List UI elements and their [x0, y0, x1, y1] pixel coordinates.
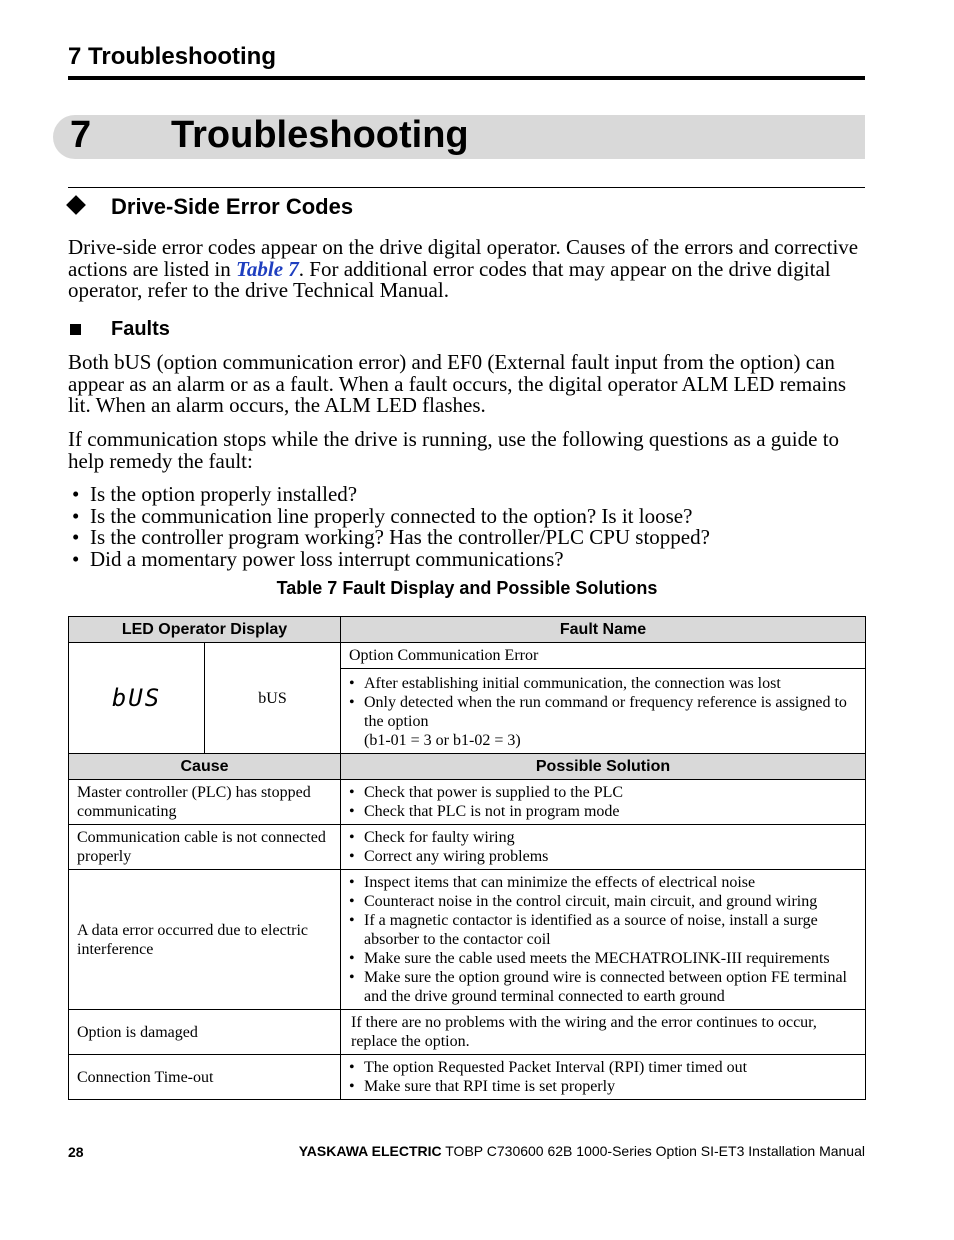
section-rule — [68, 187, 865, 188]
table-row — [69, 870, 866, 1010]
cause-text: Communication cable is not connected properly — [77, 829, 326, 865]
footer-manual: TOBP C730600 62B 1000-Series Option SI-ET3 Installation Manual — [441, 1143, 865, 1159]
footer-manual-title — [299, 1143, 865, 1159]
lcd-display: bUS — [111, 684, 162, 712]
fault-name-cell — [341, 643, 866, 669]
list-item: • Inspect items that can minimize the effects of electrical noise — [349, 873, 857, 892]
fault-note: (b1-01 = 3 or b1-02 = 3) — [364, 732, 521, 749]
solution-text: If there are no problems with the wiring and the error continues to occur, replace the option. — [351, 1014, 817, 1050]
chapter-number: 7 — [70, 114, 92, 156]
list-item: • The option Requested Packet Interval (RPI) timer timed out — [349, 1058, 857, 1077]
list-item: • Only detected when the run command or frequency reference is assigned to the option — [349, 693, 857, 731]
list-item: • Did a momentary power loss interrupt communications? — [68, 549, 710, 571]
list-item: • Make sure the option ground wire is connected between option FE terminal and the drive ground terminal connected to earth ground — [349, 968, 857, 1006]
list-item: • After establishing initial communication, the connection was lost — [349, 674, 857, 693]
faults-paragraph: Both bUS (option communication error) and EF0 (External fault input from the option) can appear as an alarm or as a fault. When a fault occurs, the digital operator ALM LED remains lit. When an alarm occurs, the ALM LED flashes. — [68, 350, 847, 418]
intro-text-cont: . For additional error codes that may appear on the drive digital operator, refer to the drive Technical Manual. — [68, 256, 831, 303]
list-item: • Correct any wiring problems — [349, 847, 857, 866]
list-item: • Make sure that RPI time is set properly — [349, 1077, 857, 1096]
page-number: 28 — [68, 1144, 84, 1160]
list-item: • Make sure the cable used meets the MECHATROLINK-III requirements — [349, 949, 857, 968]
diamond-bullet-icon — [66, 195, 86, 215]
header-fault-name: Fault Name — [341, 617, 866, 643]
list-item: • Is the communication line properly connected to the option? Is it loose? — [68, 506, 710, 528]
cause-text: Connection Time-out — [77, 1068, 214, 1086]
intro-paragraph — [68, 237, 868, 302]
intro-text: Drive-side error codes appear on the drive digital operator. Causes of the errors and corrective actions are listed in — [68, 235, 859, 281]
list-item: • Check for faulty wiring — [349, 828, 857, 847]
table-row — [69, 1055, 866, 1100]
footer-brand: YASKAWA ELECTRIC — [298, 1143, 442, 1159]
table-caption: Table 7 Fault Display and Possible Solutions — [276, 578, 658, 598]
table-row — [69, 780, 866, 825]
cause-text: Option is damaged — [77, 1023, 198, 1041]
square-bullet-icon — [70, 324, 81, 335]
fault-details-cell — [341, 669, 866, 754]
code-cell — [205, 643, 341, 754]
list-item: • Is the option properly installed? — [68, 484, 710, 506]
list-item: • Check that power is supplied to the PLC — [349, 783, 857, 802]
fault-code: bUS — [258, 689, 287, 707]
header-cause: Cause — [69, 754, 341, 780]
questions-list — [68, 484, 710, 571]
guide-paragraph: If communication stops while the drive is running, use the following questions as a guide to help remedy the fault: — [68, 427, 840, 473]
running-header: 7 Troubleshooting — [68, 43, 276, 70]
header-rule — [68, 76, 865, 80]
cause-text: A data error occurred due to electric interference — [77, 921, 308, 958]
section-title: Drive-Side Error Codes — [111, 194, 354, 219]
list-item: • Counteract noise in the control circuit, main circuit, and ground wiring — [349, 892, 857, 911]
list-item: • If a magnetic contactor is identified as a source of noise, install a surge absorber to the contactor coil — [349, 911, 857, 949]
header-led-display: LED Operator Display — [69, 617, 341, 643]
table-row — [69, 825, 866, 870]
table-row — [69, 1010, 866, 1055]
fault-name: Option Communication Error — [349, 647, 539, 664]
chapter-title: Troubleshooting — [171, 114, 469, 156]
header-solution: Possible Solution — [341, 754, 866, 780]
list-item: • Check that PLC is not in program mode — [349, 802, 857, 821]
cause-text: Master controller (PLC) has stopped communicating — [77, 784, 311, 820]
table-7-link[interactable]: Table 7 — [235, 256, 299, 281]
subsection-title: Faults — [111, 318, 170, 340]
fault-table — [68, 616, 866, 1100]
list-item: • Is the controller program working? Has the controller/PLC CPU stopped? — [68, 527, 710, 549]
lcd-display-cell — [69, 643, 205, 754]
